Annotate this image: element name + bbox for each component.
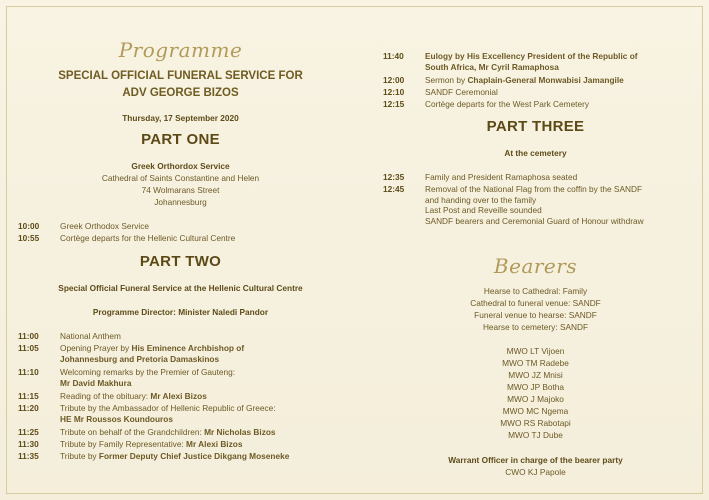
bearer-name: MWO LT Vijoen — [506, 346, 565, 356]
row-text: Opening Prayer by — [60, 343, 132, 353]
row-text: National Anthem — [60, 331, 121, 341]
title-line-1: SPECIAL OFFICIAL FUNERAL SERVICE FOR — [58, 70, 303, 82]
row-text: SANDF Ceremonial — [425, 87, 498, 97]
row-time: 12:00 — [383, 75, 405, 85]
row-text-bold: Mr Nicholas Bizos — [204, 427, 276, 437]
part-two-subtitle: Special Official Funeral Service at the Hellenic Cultural Centre — [58, 283, 303, 293]
row-text-bold: Mr Alexi Bizos — [186, 439, 243, 449]
bearer-group: Hearse to Cathedral: Family — [483, 286, 588, 296]
row-text-line2: and handing over to the family — [425, 194, 537, 205]
row-text-line2: Johannesburg and Pretoria Damaskinos — [60, 353, 220, 364]
row-text-bold: Former Deputy Chief Justice Dikgang Moseneke — [98, 451, 290, 461]
bearer-group: Funeral venue to hearse: SANDF — [474, 310, 597, 320]
part-one-venue-title: Greek Orthordox Service — [131, 161, 230, 171]
part-one-venue-line: 74 Wolmarans Street — [141, 185, 220, 195]
bearer-name: MWO JZ Mnisi — [508, 370, 563, 380]
programme-heading: Programme — [118, 38, 243, 62]
row-time: 11:10 — [18, 367, 39, 377]
bearer-name: MWO TM Radebe — [502, 358, 569, 368]
row-time: 11:05 — [18, 343, 39, 353]
row-time: 11:00 — [18, 331, 39, 341]
row-text-line3: Last Post and Reveille sounded — [425, 205, 542, 216]
bearer-group: Cathedral to funeral venue: SANDF — [470, 298, 601, 308]
bearer-name: MWO J Majoko — [507, 394, 564, 404]
row-text: Sermon by — [425, 75, 468, 85]
title-line-2: ADV GEORGE BIZOS — [122, 87, 239, 99]
bearer-name: MWO MC Ngema — [502, 406, 569, 416]
row-text: Welcoming remarks by the Premier of Gauteng: — [60, 367, 236, 377]
programme-director: Programme Director: Minister Naledi Pandor — [92, 307, 269, 317]
part-one-heading: PART ONE — [141, 131, 220, 148]
row-time: 11:15 — [18, 391, 39, 401]
row-text: Reading of the obituary: — [60, 391, 151, 401]
bearer-group: Hearse to cemetery: SANDF — [482, 322, 589, 332]
row-text-line2: Mr David Makhura — [60, 377, 132, 388]
row-time: 11:20 — [18, 403, 39, 413]
part-two-heading: PART TWO — [139, 253, 222, 270]
part-one-venue-line: Cathedral of Saints Constantine and Helen — [101, 173, 260, 183]
service-date: Thursday, 17 September 2020 — [122, 113, 239, 123]
row-text-line2: HE Mr Roussos Koundouros — [60, 413, 173, 424]
row-time: 10:55 — [18, 233, 40, 243]
row-time: 10:00 — [18, 221, 40, 231]
row-text: Tribute on behalf of the Grandchildren: — [60, 427, 205, 437]
row-text: Tribute by the Ambassador of Hellenic Republic of Greece: — [60, 403, 276, 413]
row-time: 12:15 — [383, 99, 405, 109]
row-time: 12:35 — [383, 172, 405, 182]
part-three-subtitle: At the cemetery — [504, 148, 567, 158]
row-text-bold: His Eminence Archbishop of — [131, 343, 245, 353]
bearer-name: MWO RS Rabotapi — [500, 418, 571, 428]
row-text-line4: SANDF bearers and Ceremonial Guard of Honour withdraw — [425, 215, 644, 226]
part-three-heading: PART THREE — [486, 118, 585, 135]
row-time: 11:25 — [18, 427, 39, 437]
row-time: 12:45 — [383, 184, 405, 194]
row-text: Cortège departs for the West Park Cemetery — [425, 99, 590, 109]
row-text-bold: Mr Alexi Bizos — [150, 391, 207, 401]
row-text: Removal of the National Flag from the coffin by the SANDF — [425, 184, 643, 194]
row-time: 11:40 — [383, 51, 404, 61]
row-text: Tribute by Family Representative: — [60, 439, 187, 449]
part-one-venue-line: Johannesburg — [154, 197, 207, 207]
warrant-officer-title: Warrant Officer in charge of the bearer party — [448, 455, 623, 465]
row-text-bold: Chaplain-General Monwabisi Jamangile — [467, 75, 624, 85]
row-text: Family and President Ramaphosa seated — [425, 172, 578, 182]
row-time: 11:35 — [18, 451, 39, 461]
row-text-line2: South Africa, Mr Cyril Ramaphosa — [425, 61, 559, 72]
warrant-officer-name: CWO KJ Papole — [505, 467, 566, 477]
bearer-name: MWO TJ Dube — [508, 430, 563, 440]
row-text: Tribute by — [60, 451, 99, 461]
row-time: 12:10 — [383, 87, 405, 97]
row-text: Cortège departs for the Hellenic Cultural Centre — [60, 233, 236, 243]
bearers-heading: Bearers — [493, 254, 578, 278]
row-time: 11:30 — [18, 439, 39, 449]
bearer-name: MWO JP Botha — [506, 382, 565, 392]
row-text: Greek Orthodox Service — [60, 221, 149, 231]
row-text-bold: Eulogy by His Excellency President of the Republic of — [425, 51, 638, 61]
